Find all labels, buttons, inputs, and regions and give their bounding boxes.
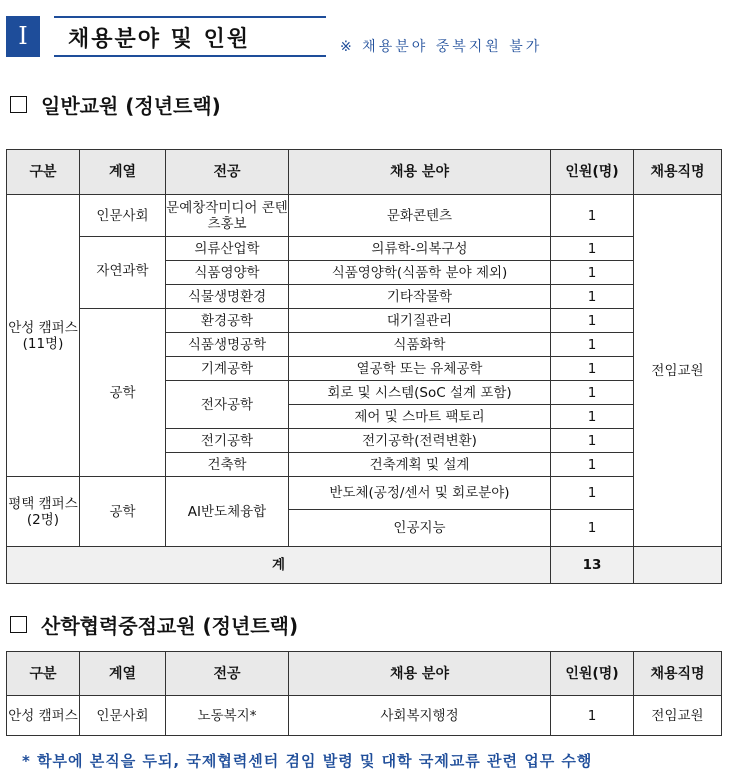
- col-header: 인원(명): [551, 150, 634, 195]
- major-cell: 건축학: [166, 453, 289, 477]
- count-cell: 1: [551, 405, 634, 429]
- count-cell: 1: [551, 381, 634, 405]
- count-cell: 1: [551, 195, 634, 237]
- major-cell: 환경공학: [166, 309, 289, 333]
- field-cell: 자연과학: [80, 237, 166, 309]
- campus-cell: 안성 캠퍼스: [7, 696, 80, 736]
- area-cell: 건축계획 및 설계: [289, 453, 551, 477]
- table-row: [7, 477, 722, 510]
- count-cell: 1: [551, 285, 634, 309]
- table-header-row: [7, 652, 722, 696]
- major-cell: 문예창작미디어 콘텐츠홍보: [166, 195, 289, 237]
- total-label: 계: [7, 547, 551, 584]
- table-row: [7, 195, 722, 237]
- table-row: [7, 696, 722, 736]
- major-cell: 전자공학: [166, 381, 289, 429]
- section-industry-faculty-heading: [10, 610, 298, 639]
- major-cell: 기계공학: [166, 357, 289, 381]
- area-cell: 식품영양학(식품학 분야 제외): [289, 261, 551, 285]
- table-row: [7, 309, 722, 333]
- count-cell: 1: [551, 453, 634, 477]
- col-header: 채용 분야: [289, 150, 551, 195]
- field-cell: 공학: [80, 477, 166, 547]
- duplicate-application-note: ※ 채용분야 중복지원 불가: [340, 39, 543, 55]
- table-row: [7, 237, 722, 261]
- count-cell: 1: [551, 237, 634, 261]
- industry-faculty-table: [6, 651, 722, 736]
- col-header: 계열: [80, 652, 166, 696]
- position-cell: 전임교원: [634, 195, 722, 547]
- area-cell: 기타작물학: [289, 285, 551, 309]
- count-cell: 1: [551, 510, 634, 547]
- area-cell: 전기공학(전력변환): [289, 429, 551, 453]
- section-industry-faculty-title: 산학협력중점교원 (정년트랙): [41, 614, 299, 638]
- count-cell: 1: [551, 309, 634, 333]
- col-header: 전공: [166, 150, 289, 195]
- area-cell: 문화콘텐츠: [289, 195, 551, 237]
- count-cell: 1: [551, 696, 634, 736]
- col-header: 채용직명: [634, 652, 722, 696]
- area-cell: 제어 및 스마트 팩토리: [289, 405, 551, 429]
- section-general-faculty-title: 일반교원 (정년트랙): [41, 94, 221, 118]
- field-cell: 인문사회: [80, 195, 166, 237]
- field-cell: 인문사회: [80, 696, 166, 736]
- area-cell: 회로 및 시스템(SoC 설계 포함): [289, 381, 551, 405]
- count-cell: 1: [551, 477, 634, 510]
- col-header: 구분: [7, 150, 80, 195]
- col-header: 구분: [7, 652, 80, 696]
- area-cell: 식품화학: [289, 333, 551, 357]
- count-cell: 1: [551, 357, 634, 381]
- campus-cell: 평택 캠퍼스 (2명): [7, 477, 80, 547]
- col-header: 채용직명: [634, 150, 722, 195]
- table-header-row: [7, 150, 722, 195]
- area-cell: 의류학-의복구성: [289, 237, 551, 261]
- field-cell: 공학: [80, 309, 166, 477]
- major-cell: 노동복지*: [166, 696, 289, 736]
- major-cell: AI반도체융합: [166, 477, 289, 547]
- area-cell: 사회복지행정: [289, 696, 551, 736]
- area-cell: 대기질관리: [289, 309, 551, 333]
- area-cell: 인공지능: [289, 510, 551, 547]
- page-title: 채용분야 및 인원: [68, 27, 251, 52]
- col-header: 전공: [166, 652, 289, 696]
- major-cell: 식품생명공학: [166, 333, 289, 357]
- area-cell: 열공학 또는 유체공학: [289, 357, 551, 381]
- general-faculty-table: [6, 149, 722, 584]
- count-cell: 1: [551, 429, 634, 453]
- major-cell: 의류산업학: [166, 237, 289, 261]
- total-row: [7, 547, 722, 584]
- count-cell: 1: [551, 333, 634, 357]
- count-cell: 1: [551, 261, 634, 285]
- total-empty-cell: [634, 547, 722, 584]
- section-number-badge: Ⅰ: [6, 16, 40, 57]
- position-cell: 전임교원: [634, 696, 722, 736]
- campus-cell: 안성 캠퍼스 (11명): [7, 195, 80, 477]
- section-general-faculty-heading: [10, 90, 221, 119]
- checkbox-square-icon: [10, 616, 27, 633]
- major-cell: 식품영양학: [166, 261, 289, 285]
- major-cell: 전기공학: [166, 429, 289, 453]
- col-header: 채용 분야: [289, 652, 551, 696]
- area-cell: 반도체(공정/센서 및 회로분야): [289, 477, 551, 510]
- col-header: 계열: [80, 150, 166, 195]
- major-cell: 식물생명환경: [166, 285, 289, 309]
- total-count: 13: [551, 547, 634, 584]
- checkbox-square-icon: [10, 96, 27, 113]
- footnote: * 학부에 본직을 두되, 국제협력센터 겸임 발령 및 대학 국제교류 관련 업무 수행: [22, 752, 593, 770]
- col-header: 인원(명): [551, 652, 634, 696]
